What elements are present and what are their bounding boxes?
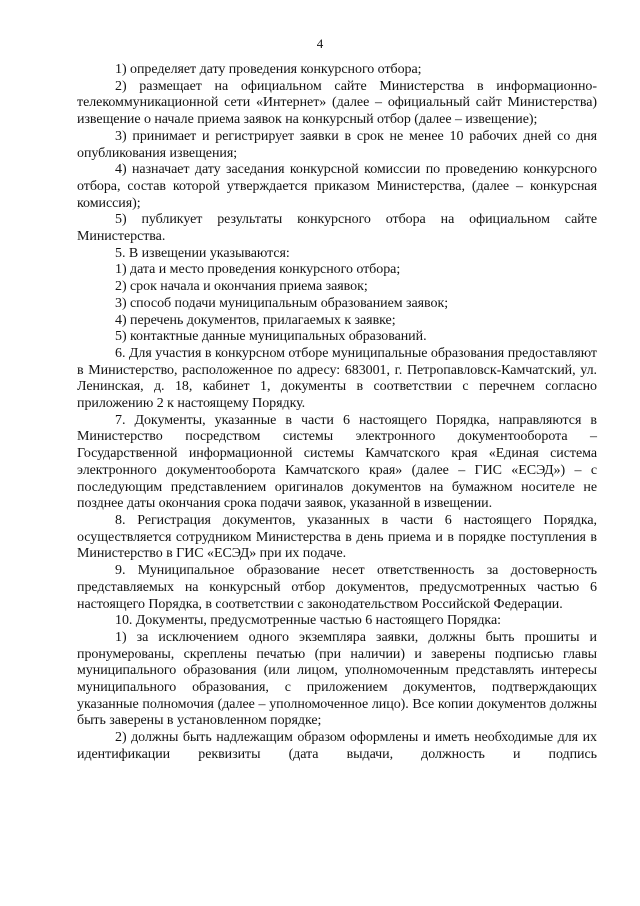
paragraph-1-1: 1) определяет дату проведения конкурсного отбора;	[115, 62, 422, 77]
section-8: 8. Регистрация документов, указанных в части 6 настоящего Порядка, осуществляется сотрудником Министерства в день приема и в порядке поступления в Министерство в ГИС «ЕСЭД» при их подаче.	[77, 512, 597, 562]
paragraph-1-2: 2) размещает на официальном сайте Министерства в информационно-телекоммуникационной сети «Интернет» (далее – официальный сайт Министерства) извещение о начале приема заявок на конкурсный отбор (далее – извещение);	[77, 78, 597, 128]
section-7: 7. Документы, указанные в части 6 настоящего Порядка, направляются в Министерство посредством системы электронного документооборота – Государственной информационной системы Камчатского края «Единая система электронного документооборота Камчатского края» (далее – ГИС «ЕСЭД») – с последующим представлением оригиналов документов на бумажном носителе не позднее даты окончания срока подачи заявок, указанной в извещении.	[77, 412, 597, 512]
page-number: 4	[316, 36, 324, 51]
paragraph-5-4: 4) перечень документов, прилагаемых к заявке;	[115, 312, 396, 328]
section-9: 9. Муниципальное образование несет ответственность за достоверность представляемых на конкурсный отбор документов, предусмотренных частью 6 настоящего Порядка, в соответствии с законодательством Российской Федерации.	[77, 563, 597, 612]
paragraph-10-1: 1) за исключением одного экземпляра заявки, должны быть прошиты и пронумерованы, скреплены печатью (при наличии) и заверены подписью главы муниципального образования (или лицом, уполномоченным представлять интересы муниципального образования, с приложением документов, подтверждающих указанные полномочия (далее – уполномоченное лицо). Все копии документов должны быть заверены в установленном порядке;	[77, 629, 597, 729]
paragraph-5-5: 5) контактные данные муниципальных образований.	[115, 329, 427, 345]
paragraph-1-4: 4) назначает дату заседания конкурсной комиссии по проведению конкурсного отбора, состав которой утверждается приказом Министерства, (далее – конкурсная комиссия);	[77, 162, 597, 211]
paragraph-5-2: 2) срок начала и окончания приема заявок;	[115, 279, 368, 295]
paragraph-10-2: 2) должны быть надлежащим образом оформлены и иметь необходимые для их идентификации реквизиты (дата выдачи, должность и подпись	[77, 730, 597, 762]
paragraph-1-5: 5) публикует результаты конкурсного отбора на официальном сайте Министерства.	[77, 212, 597, 245]
document-body	[77, 62, 597, 764]
section-10-heading: 10. Документы, предусмотренные частью 6 настоящего Порядка:	[115, 613, 501, 629]
paragraph-5-3: 3) способ подачи муниципальным образованием заявок;	[115, 295, 449, 311]
paragraph-5-1: 1) дата и место проведения конкурсного отбора;	[115, 262, 401, 278]
section-6: 6. Для участия в конкурсном отборе муниципальные образования предоставляют в Министерство, расположенное по адресу: 683001, г. Петропавловск-Камчатский, ул. Ленинская, д. 18, кабинет 1, документы в соответствии с перечнем согласно приложению 2 к настоящему Порядку.	[77, 345, 597, 412]
paragraph-1-3: 3) принимает и регистрирует заявки в срок не менее 10 рабочих дней со дня опубликования извещения;	[77, 128, 597, 161]
section-5-heading: 5. В извещении указываются:	[115, 245, 290, 261]
